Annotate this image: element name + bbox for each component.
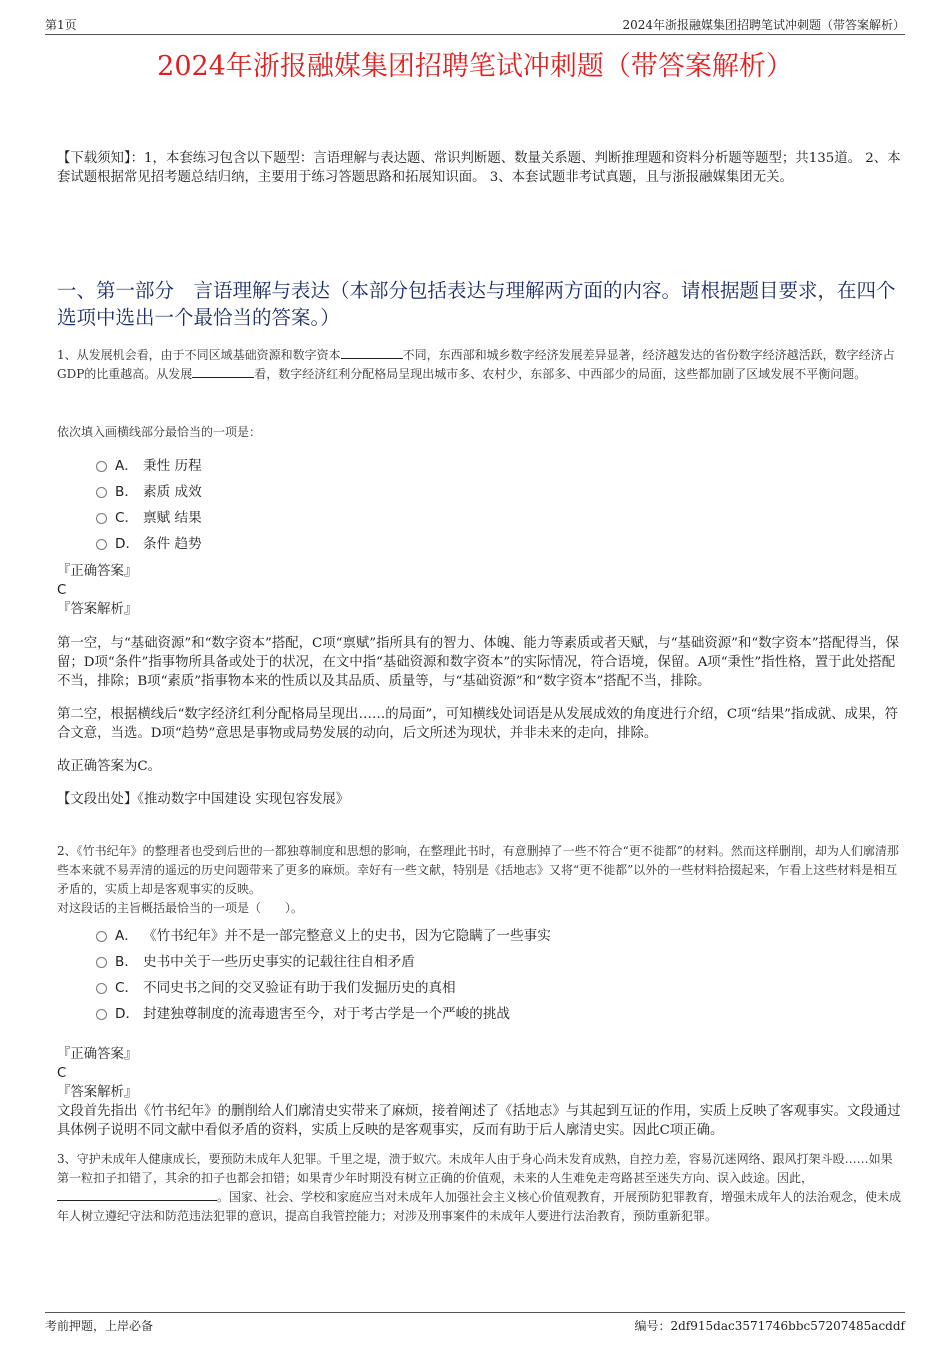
question-2-stem: [57, 842, 902, 918]
question-1-stem: [57, 346, 902, 384]
page-number: 第1页: [45, 18, 77, 32]
q1-analysis-paragraph-2: 第二空，根据横线后“数字经济红利分配格局呈现出……的局面”，可知横线处词语是从发展成效的角度进行介绍，C项“结果”指成就、成果，符合文意，当选。D项“趋势”意思是事物或局势发展的动向，后文所述为现状，并非未来的走向，排除。: [57, 707, 899, 741]
radio-icon[interactable]: [96, 487, 107, 498]
q2-answer-block: [57, 1045, 902, 1140]
q3-stem-part-a: 3、守护未成年人健康成长，要预防未成年人犯罪。千里之堤，溃于蚁穴。未成年人由于身心尚未发育成熟，自控力差，容易沉迷网络、跟风打架斗殴……如果第一粒扣子扣错了，其余的扣子也都会扣错；如果青少年时期没有树立正确的价值观，未来的人生难免走弯路甚至迷失方向、误入歧途。因此，: [57, 1152, 893, 1185]
q1-blank-1: [341, 346, 403, 359]
q1-analysis-paragraph-3: 故正确答案为C。: [57, 759, 161, 774]
radio-icon[interactable]: [96, 539, 107, 550]
q2-option-d[interactable]: D． 封建独尊制度的流毒遗害至今，对于考古学是一个严峻的挑战: [96, 1001, 551, 1027]
radio-icon[interactable]: [96, 1009, 107, 1020]
q1-stem-part-c: 看，数字经济红利分配格局呈现出城市多、农村少，东部多、中西部少的局面，这些都加剧了区域发展不平衡问题。: [254, 367, 867, 381]
q1-option-d[interactable]: D． 条件 趋势: [96, 531, 202, 557]
page-footer: [45, 1312, 905, 1333]
q1-option-c[interactable]: C． 禀赋 结果: [96, 505, 202, 531]
q1-analysis: [57, 634, 902, 823]
radio-icon[interactable]: [96, 461, 107, 472]
page-header: [45, 14, 905, 35]
q3-blank-1: [57, 1188, 217, 1201]
footer-slogan: 考前押题，上岸必备: [45, 1319, 154, 1333]
q3-stem-part-b: 。国家、社会、学校和家庭应当对未成年人加强社会主义核心价值观教育，开展预防犯罪教育，增强未成年人的法治观念，使未成年人树立遵纪守法和防范违法犯罪的意识，提高自我管控能力；对涉及刑事案件的未成年人要进行法治教育，预防重新犯罪。: [57, 1190, 902, 1223]
q1-stem-part-b: 不同，东西部和城乡数字经济发展差异显著，经济越发达的省份数字经济越活跃，数字经济占GDP的比重越高。从发展: [57, 348, 895, 381]
download-notice: 【下载须知】：1，本套练习包含以下题型：言语理解与表达题、常识判断题、数量关系题、判断推理题和资料分析题等题型；共135道。 2、本套试题根据常见招考题总结归纳，主要用于练习答题思路和拓展知识面。 3、本套试题非考试真题，且与浙报融媒集团无关。: [57, 151, 901, 185]
document-title: 2024年浙报融媒集团招聘笔试冲刺题（带答案解析）: [157, 51, 793, 82]
radio-icon[interactable]: [96, 957, 107, 968]
q1-answer-block: [57, 562, 902, 619]
q2-answer: C: [57, 1066, 67, 1081]
q1-source: 【文段出处】《推动数字中国建设 实现包容发展》: [57, 792, 350, 807]
q2-stem: 2、《竹书纪年》的整理者也受到后世的一都独尊制度和思想的影响，在整理此书时，有意删掉了一些不符合“更不徙都”的材料。然而这样删削，却为人们廓清那些本来就不易弄清的遥远的历史问题带来了更多的麻烦。幸好有一些文献，特别是《括地志》又将“更不徙都”以外的一些材料拾掇起来，乍看上这些材料是相互矛盾的，实质上却是客观事实的反映。: [57, 844, 899, 896]
radio-icon[interactable]: [96, 931, 107, 942]
q2-options: [96, 923, 551, 1027]
q1-prompt: 依次填入画横线部分最恰当的一项是：: [57, 425, 262, 439]
q1-option-a[interactable]: A． 秉性 历程: [96, 453, 202, 479]
q1-blank-2: [192, 365, 254, 378]
q1-answer-label: 『正确答案』: [57, 564, 138, 579]
q1-analysis-label: 『答案解析』: [57, 602, 138, 617]
radio-icon[interactable]: [96, 983, 107, 994]
section-heading: 一、第一部分 言语理解与表达（本部分包括表达与理解两方面的内容。请根据题目要求，在四个选项中选出一个最恰当的答案。）: [57, 279, 896, 329]
q2-answer-label: 『正确答案』: [57, 1047, 138, 1062]
header-doc-title: 2024年浙报融媒集团招聘笔试冲刺题（带答案解析）: [622, 18, 905, 32]
q1-options: [96, 453, 202, 557]
q2-option-b[interactable]: B． 史书中关于一些历史事实的记载往往自相矛盾: [96, 949, 551, 975]
q1-answer: C: [57, 583, 67, 598]
q1-stem-part-a: 1、从发展机会看，由于不同区域基础资源和数字资本: [57, 348, 341, 362]
q2-analysis-label: 『答案解析』: [57, 1085, 138, 1100]
q2-prompt: 对这段话的主旨概括最恰当的一项是（ ）。: [57, 901, 304, 915]
question-3-stem: [57, 1150, 902, 1226]
q2-option-a[interactable]: A． 《竹书纪年》并不是一部完整意义上的史书，因为它隐瞒了一些事实: [96, 923, 551, 949]
q2-option-c[interactable]: C． 不同史书之间的交叉验证有助于我们发掘历史的真相: [96, 975, 551, 1001]
footer-serial-number: 编号：2df915dac3571746bbc57207485acddf: [634, 1319, 905, 1333]
radio-icon[interactable]: [96, 513, 107, 524]
q1-analysis-paragraph-1: 第一空，与“基础资源”和“数字资本”搭配，C项“禀赋”指所具有的智力、体魄、能力等素质或者天赋，与“基础资源”和“数字资本”搭配得当，保留；D项“条件”指事物所具备或处于的状况，在文中指“基础资源和数字资本”的实际情况，符合语境，保留。A项“秉性”指性格，置于此处搭配不当，排除；B项“素质”指事物本来的性质以及其品质、质量等，与“基础资源”和“数字资本”搭配不当，排除。: [57, 636, 899, 689]
q1-option-b[interactable]: B． 素质 成效: [96, 479, 202, 505]
q2-analysis: 文段首先指出《竹书纪年》的删削给人们廓清史实带来了麻烦，接着阐述了《括地志》与其起到互证的作用，实质上反映了客观事实。文段通过具体例子说明不同文献中看似矛盾的资料，实质上反映的是客观事实，反而有助于后人廓清史实。因此C项正确。: [57, 1104, 901, 1138]
